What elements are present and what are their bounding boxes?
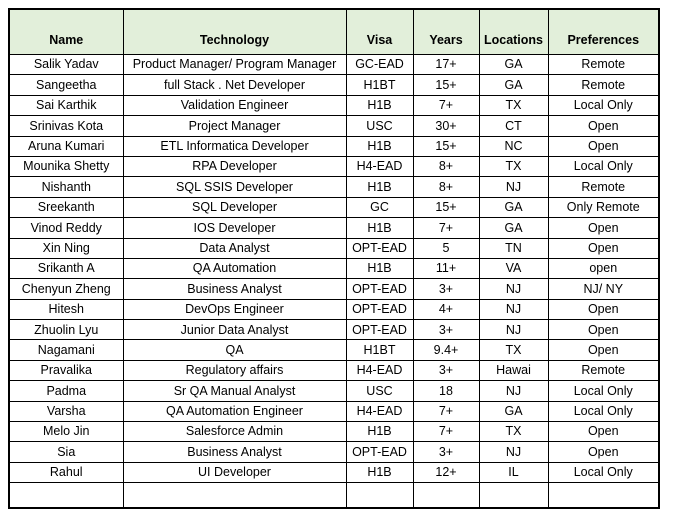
- cell-years[interactable]: 9.4+: [413, 340, 479, 360]
- cell-locations[interactable]: IL: [479, 462, 548, 482]
- cell-technology[interactable]: SQL Developer: [123, 197, 346, 217]
- cell-technology[interactable]: UI Developer: [123, 462, 346, 482]
- cell-years[interactable]: 18: [413, 381, 479, 401]
- cell-name[interactable]: Srikanth A: [9, 258, 123, 278]
- cell-name[interactable]: Chenyun Zheng: [9, 279, 123, 299]
- cell-preferences[interactable]: Open: [548, 218, 659, 238]
- cell-locations[interactable]: NJ: [479, 381, 548, 401]
- cell-technology[interactable]: DevOps Engineer: [123, 299, 346, 319]
- cell-visa[interactable]: H1B: [346, 258, 413, 278]
- cell-years[interactable]: 3+: [413, 279, 479, 299]
- candidates-table: [8, 8, 660, 509]
- cell-locations[interactable]: NJ: [479, 177, 548, 197]
- cell-technology[interactable]: Product Manager/ Program Manager: [123, 55, 346, 75]
- cell-visa[interactable]: H4-EAD: [346, 156, 413, 176]
- cell-locations[interactable]: VA: [479, 258, 548, 278]
- cell-preferences[interactable]: open: [548, 258, 659, 278]
- cell-visa[interactable]: H1BT: [346, 340, 413, 360]
- cell-years[interactable]: 5: [413, 238, 479, 258]
- cell-preferences[interactable]: NJ/ NY: [548, 279, 659, 299]
- cell-preferences[interactable]: Only Remote: [548, 197, 659, 217]
- cell-years[interactable]: 4+: [413, 299, 479, 319]
- header-row: [9, 9, 659, 55]
- cell-locations[interactable]: NJ: [479, 299, 548, 319]
- cell-technology[interactable]: ETL Informatica Developer: [123, 136, 346, 156]
- cell-technology[interactable]: Regulatory affairs: [123, 360, 346, 380]
- cell-years[interactable]: 3+: [413, 360, 479, 380]
- cell-preferences[interactable]: Local Only: [548, 381, 659, 401]
- cell-name[interactable]: Padma: [9, 381, 123, 401]
- cell-preferences[interactable]: Open: [548, 116, 659, 136]
- cell-visa[interactable]: H1B: [346, 218, 413, 238]
- cell-visa[interactable]: USC: [346, 116, 413, 136]
- cell-years[interactable]: 17+: [413, 55, 479, 75]
- table-row: [9, 75, 659, 95]
- cell-empty: [548, 483, 659, 509]
- table-row: [9, 381, 659, 401]
- table-row: [9, 116, 659, 136]
- cell-locations[interactable]: TX: [479, 156, 548, 176]
- cell-technology[interactable]: SQL SSIS Developer: [123, 177, 346, 197]
- table-row: [9, 462, 659, 482]
- cell-locations[interactable]: Hawai: [479, 360, 548, 380]
- header-cell-years[interactable]: Years: [413, 9, 479, 55]
- cell-technology[interactable]: Business Analyst: [123, 279, 346, 299]
- cell-visa[interactable]: H1BT: [346, 75, 413, 95]
- cell-name[interactable]: Mounika Shetty: [9, 156, 123, 176]
- cell-preferences[interactable]: Open: [548, 340, 659, 360]
- cell-years[interactable]: 12+: [413, 462, 479, 482]
- cell-visa[interactable]: USC: [346, 381, 413, 401]
- cell-name[interactable]: Xin Ning: [9, 238, 123, 258]
- cell-name[interactable]: Pravalika: [9, 360, 123, 380]
- table-row: [9, 258, 659, 278]
- cell-locations[interactable]: GA: [479, 55, 548, 75]
- cell-years[interactable]: 15+: [413, 75, 479, 95]
- cell-empty: [9, 483, 123, 509]
- cell-visa[interactable]: H1B: [346, 462, 413, 482]
- cell-name[interactable]: Nishanth: [9, 177, 123, 197]
- cell-name[interactable]: Sreekanth: [9, 197, 123, 217]
- cell-locations[interactable]: GA: [479, 197, 548, 217]
- cell-preferences[interactable]: Remote: [548, 75, 659, 95]
- cell-years[interactable]: 3+: [413, 442, 479, 462]
- cell-preferences[interactable]: Open: [548, 442, 659, 462]
- cell-preferences[interactable]: Open: [548, 320, 659, 340]
- table-header: [9, 9, 659, 55]
- cell-visa[interactable]: H1B: [346, 95, 413, 115]
- cell-preferences[interactable]: Open: [548, 299, 659, 319]
- cell-years[interactable]: 8+: [413, 156, 479, 176]
- cell-locations[interactable]: NC: [479, 136, 548, 156]
- cell-locations[interactable]: NJ: [479, 442, 548, 462]
- cell-name[interactable]: Varsha: [9, 401, 123, 421]
- cell-technology[interactable]: Junior Data Analyst: [123, 320, 346, 340]
- cell-technology[interactable]: Business Analyst: [123, 442, 346, 462]
- cell-preferences[interactable]: Open: [548, 238, 659, 258]
- cell-name[interactable]: Hitesh: [9, 299, 123, 319]
- cell-preferences[interactable]: Local Only: [548, 156, 659, 176]
- cell-locations[interactable]: TX: [479, 422, 548, 442]
- table-row: [9, 340, 659, 360]
- cell-visa[interactable]: H1B: [346, 177, 413, 197]
- cell-technology[interactable]: RPA Developer: [123, 156, 346, 176]
- cell-years[interactable]: 15+: [413, 197, 479, 217]
- cell-locations[interactable]: GA: [479, 401, 548, 421]
- cell-locations[interactable]: TX: [479, 95, 548, 115]
- cell-name[interactable]: Srinivas Kota: [9, 116, 123, 136]
- cell-empty: [123, 483, 346, 509]
- table-row: [9, 422, 659, 442]
- cell-empty: [413, 483, 479, 509]
- cell-locations[interactable]: GA: [479, 218, 548, 238]
- cell-name[interactable]: Salik Yadav: [9, 55, 123, 75]
- table-row-partial: [9, 483, 659, 509]
- cell-locations[interactable]: NJ: [479, 320, 548, 340]
- table-row: [9, 360, 659, 380]
- table-row: [9, 156, 659, 176]
- cell-visa[interactable]: OPT-EAD: [346, 320, 413, 340]
- cell-technology[interactable]: full Stack . Net Developer: [123, 75, 346, 95]
- cell-name[interactable]: Nagamani: [9, 340, 123, 360]
- cell-name[interactable]: Melo Jin: [9, 422, 123, 442]
- table-row: [9, 442, 659, 462]
- cell-technology[interactable]: QA Automation Engineer: [123, 401, 346, 421]
- cell-locations[interactable]: GA: [479, 75, 548, 95]
- table-row: [9, 401, 659, 421]
- table-row: [9, 55, 659, 75]
- cell-technology[interactable]: Project Manager: [123, 116, 346, 136]
- table-body: [9, 55, 659, 509]
- cell-preferences[interactable]: Open: [548, 422, 659, 442]
- cell-years[interactable]: 30+: [413, 116, 479, 136]
- cell-years[interactable]: 7+: [413, 218, 479, 238]
- cell-preferences[interactable]: Open: [548, 136, 659, 156]
- header-cell-preferences[interactable]: Preferences: [548, 9, 659, 55]
- cell-name[interactable]: Aruna Kumari: [9, 136, 123, 156]
- cell-name[interactable]: Vinod Reddy: [9, 218, 123, 238]
- table-row: [9, 197, 659, 217]
- table-row: [9, 95, 659, 115]
- cell-years[interactable]: 7+: [413, 95, 479, 115]
- table-row: [9, 136, 659, 156]
- cell-visa[interactable]: GC-EAD: [346, 55, 413, 75]
- cell-years[interactable]: 8+: [413, 177, 479, 197]
- cell-name[interactable]: Sai Karthik: [9, 95, 123, 115]
- cell-locations[interactable]: TX: [479, 340, 548, 360]
- cell-visa[interactable]: H4-EAD: [346, 360, 413, 380]
- cell-years[interactable]: 7+: [413, 422, 479, 442]
- header-cell-technology[interactable]: Technology: [123, 9, 346, 55]
- cell-visa[interactable]: OPT-EAD: [346, 299, 413, 319]
- cell-technology[interactable]: QA: [123, 340, 346, 360]
- table-row: [9, 320, 659, 340]
- table-row: [9, 238, 659, 258]
- cell-empty: [479, 483, 548, 509]
- cell-locations[interactable]: CT: [479, 116, 548, 136]
- header-cell-locations[interactable]: Locations: [479, 9, 548, 55]
- table-row: [9, 299, 659, 319]
- cell-locations[interactable]: TN: [479, 238, 548, 258]
- table-row: [9, 279, 659, 299]
- cell-name[interactable]: Sangeetha: [9, 75, 123, 95]
- cell-visa[interactable]: OPT-EAD: [346, 442, 413, 462]
- cell-preferences[interactable]: Local Only: [548, 401, 659, 421]
- cell-preferences[interactable]: Remote: [548, 177, 659, 197]
- cell-preferences[interactable]: Local Only: [548, 462, 659, 482]
- cell-technology[interactable]: QA Automation: [123, 258, 346, 278]
- cell-technology[interactable]: Salesforce Admin: [123, 422, 346, 442]
- cell-preferences[interactable]: Remote: [548, 360, 659, 380]
- cell-visa[interactable]: H4-EAD: [346, 401, 413, 421]
- cell-visa[interactable]: OPT-EAD: [346, 279, 413, 299]
- cell-technology[interactable]: Validation Engineer: [123, 95, 346, 115]
- cell-years[interactable]: 11+: [413, 258, 479, 278]
- cell-locations[interactable]: NJ: [479, 279, 548, 299]
- cell-preferences[interactable]: Remote: [548, 55, 659, 75]
- cell-name[interactable]: Rahul: [9, 462, 123, 482]
- header-cell-visa[interactable]: Visa: [346, 9, 413, 55]
- cell-years[interactable]: 15+: [413, 136, 479, 156]
- cell-years[interactable]: 7+: [413, 401, 479, 421]
- cell-visa[interactable]: H1B: [346, 136, 413, 156]
- cell-visa[interactable]: GC: [346, 197, 413, 217]
- cell-empty: [346, 483, 413, 509]
- cell-years[interactable]: 3+: [413, 320, 479, 340]
- cell-technology[interactable]: Data Analyst: [123, 238, 346, 258]
- table-row: [9, 218, 659, 238]
- header-cell-name[interactable]: Name: [9, 9, 123, 55]
- cell-visa[interactable]: H1B: [346, 422, 413, 442]
- table-row: [9, 177, 659, 197]
- cell-technology[interactable]: Sr QA Manual Analyst: [123, 381, 346, 401]
- cell-technology[interactable]: IOS Developer: [123, 218, 346, 238]
- cell-name[interactable]: Sia: [9, 442, 123, 462]
- cell-name[interactable]: Zhuolin Lyu: [9, 320, 123, 340]
- cell-visa[interactable]: OPT-EAD: [346, 238, 413, 258]
- cell-preferences[interactable]: Local Only: [548, 95, 659, 115]
